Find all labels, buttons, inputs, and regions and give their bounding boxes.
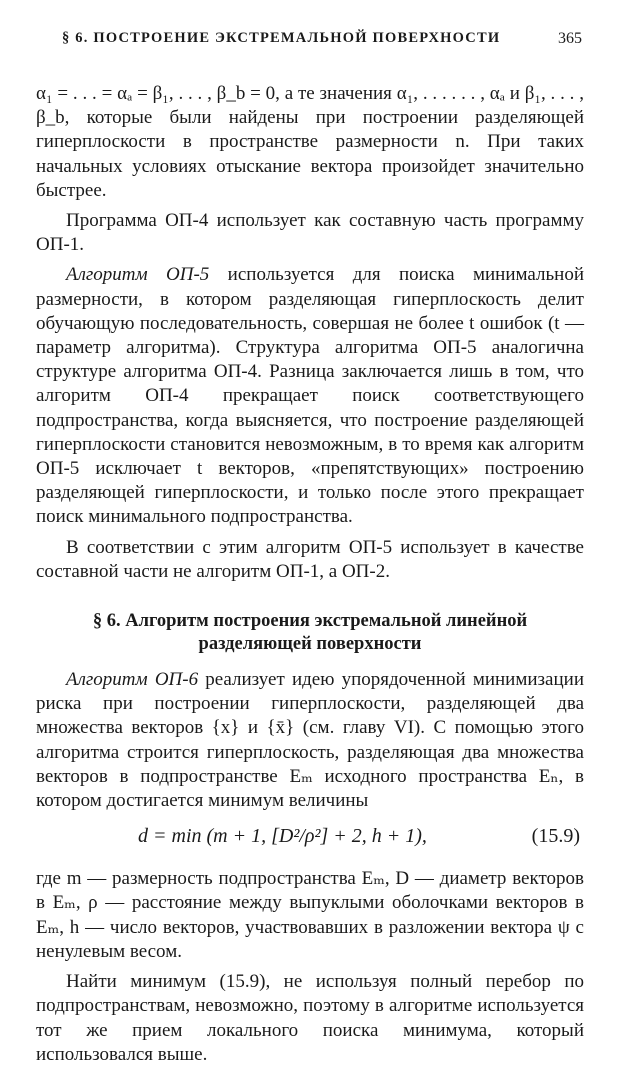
paragraph-4: В соответствии с этим алгоритм ОП-5 использует в качестве составной части не алгоритм ОП-1, а ОП-2.	[36, 536, 584, 582]
running-head	[62, 30, 582, 47]
page-number: 365	[558, 30, 582, 47]
formula: d = min (m + 1, [D²/ρ²] + 2, h + 1),	[138, 825, 427, 848]
algorithm-op5-name: Алгоритм ОП-5	[66, 264, 210, 286]
paragraph-3-text: используется для поиска минимальной размерности, в котором разделяющая гиперплоскость делит обучающую последовательность, совершая не более t ошибок (t — параметр алгоритма). Структура алгоритма ОП-5 аналогична структуре алгоритма ОП-4. Разница заключается лишь в том, что алгоритм ОП-4 прекращает поиск соответствующего подпространства, когда выясняется, что построение разделяющей гиперплоскости становится невозможным, в то время как алгоритм ОП-5 исключает t векторов, «препятствующих» построению разделяющей гиперплоскости, и только после этого прекращает поиск минимального подпространства.	[36, 264, 584, 528]
equation-15-9	[36, 813, 584, 867]
algorithm-op6-name: Алгоритм ОП-6	[66, 669, 199, 691]
paragraph-6: где m — размерность подпространства Eₘ, D — диаметр векторов в Eₘ, ρ — расстояние между выпуклыми оболочками векторов в Eₘ, h — число векторов, участвовавших в разложении вектора ψ с ненулевым весом.	[36, 868, 584, 962]
page-body	[36, 82, 584, 1067]
section-heading: § 6. Алгоритм построения экстремальной линейной разделяющей поверхности	[92, 611, 528, 655]
equation-number: (15.9)	[531, 825, 580, 848]
paragraph-3	[36, 263, 584, 529]
paragraph-1: α₁ = . . . = αₐ = β₁, . . . , β_b = 0, а те значения α₁, . . . . . . , αₐ и β₁, . . . , β_b, которые были найдены при построении разделяющей гиперплоскости в пространстве размерности n. При таких начальных условиях отыскание вектора произойдет значительно быстрее.	[36, 83, 584, 201]
running-head-title: § 6. ПОСТРОЕНИЕ ЭКСТРЕМАЛЬНОЙ ПОВЕРХНОСТИ	[62, 30, 501, 46]
paragraph-5	[36, 668, 584, 813]
paragraph-5-text: реализует идею упорядоченной минимизации риска при построении гиперплоскости, разделяющей два множества векторов {x} и {x̄} (см. главу VI). С помощью этого алгоритма строится гиперплоскость, разделяющая два множества векторов в подпространстве Eₘ исходного пространства Eₙ, в котором достигается минимум величины	[36, 669, 584, 812]
paragraph-7: Найти минимум (15.9), не используя полный перебор по подпространствам, невозможно, поэтому в алгоритме используется тот же прием локального поиска минимума, который использовался выше.	[36, 971, 584, 1065]
paragraph-2: Программа ОП-4 использует как составную часть программу ОП-1.	[36, 210, 584, 256]
